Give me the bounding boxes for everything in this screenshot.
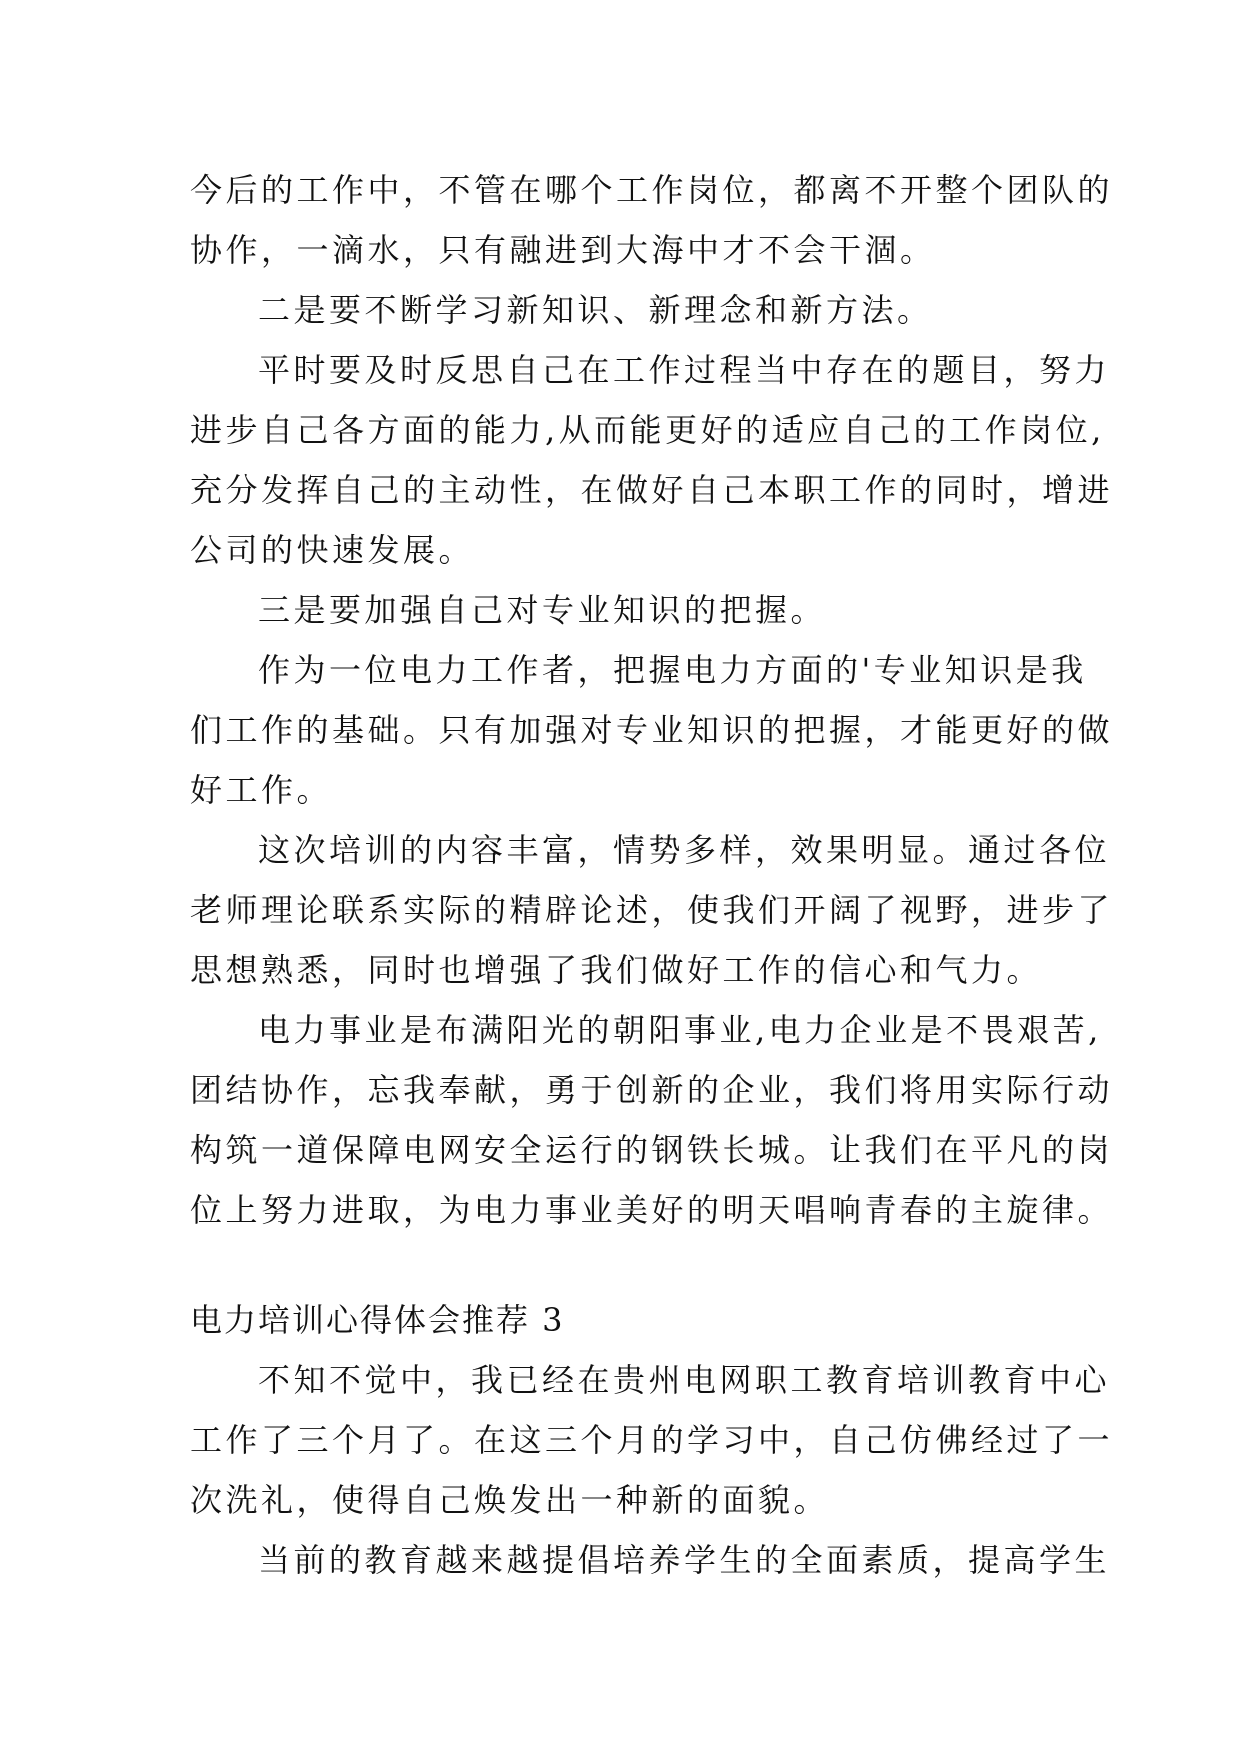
body-line: 思想熟悉，同时也增强了我们做好工作的信心和气力。 — [190, 951, 1043, 989]
body-line: 工作了三个月了。在这三个月的学习中，自己仿佛经过了一 — [190, 1421, 1114, 1459]
section-spacer — [190, 1240, 1070, 1290]
paragraph-start-line: 不知不觉中，我已经在贵州电网职工教育培训教育中心 — [258, 1361, 1111, 1399]
body-line: 们工作的基础。只有加强对专业知识的把握，才能更好的做 — [190, 711, 1114, 749]
body-line: 协作，一滴水，只有融进到大海中才不会干涸。 — [190, 231, 936, 269]
body-line: 团结协作，忘我奉献，勇于创新的企业，我们将用实际行动 — [190, 1071, 1114, 1109]
paragraph-start-line: 作为一位电力工作者，把握电力方面的'专业知识是我 — [258, 651, 1087, 689]
body-line: 今后的工作中，不管在哪个工作岗位，都离不开整个团队的 — [190, 171, 1114, 209]
body-line: 构筑一道保障电网安全运行的钢铁长城。让我们在平凡的岗 — [190, 1131, 1114, 1169]
body-line: 次洗礼，使得自己焕发出一种新的面貌。 — [190, 1481, 830, 1519]
body-line: 公司的快速发展。 — [190, 531, 475, 569]
paragraph-start-line: 二是要不断学习新知识、新理念和新方法。 — [258, 291, 933, 329]
paragraph-start-line: 当前的教育越来越提倡培养学生的全面素质，提高学生 — [258, 1541, 1111, 1579]
body-line: 充分发挥自己的主动性，在做好自己本职工作的同时，增进 — [190, 471, 1114, 509]
paragraph-start-line: 电力事业是布满阳光的朝阳事业,电力企业是不畏艰苦, — [258, 1011, 1102, 1049]
body-line: 老师理论联系实际的精辟论述，使我们开阔了视野，进步了 — [190, 891, 1114, 929]
paragraph-start-line: 平时要及时反思自己在工作过程当中存在的题目，努力 — [258, 351, 1111, 389]
paragraph-start-line: 三是要加强自己对专业知识的把握。 — [258, 591, 827, 629]
section-title: 电力培训心得体会推荐 3 — [190, 1301, 565, 1339]
body-line: 位上努力进取，为电力事业美好的明天唱响青春的主旋律。 — [190, 1191, 1114, 1229]
document-body — [190, 160, 1114, 1590]
paragraph-start-line: 这次培训的内容丰富，情势多样，效果明显。通过各位 — [258, 831, 1111, 869]
body-line: 进步自己各方面的能力,从而能更好的适应自己的工作岗位, — [190, 411, 1105, 449]
body-line: 好工作。 — [190, 771, 333, 809]
